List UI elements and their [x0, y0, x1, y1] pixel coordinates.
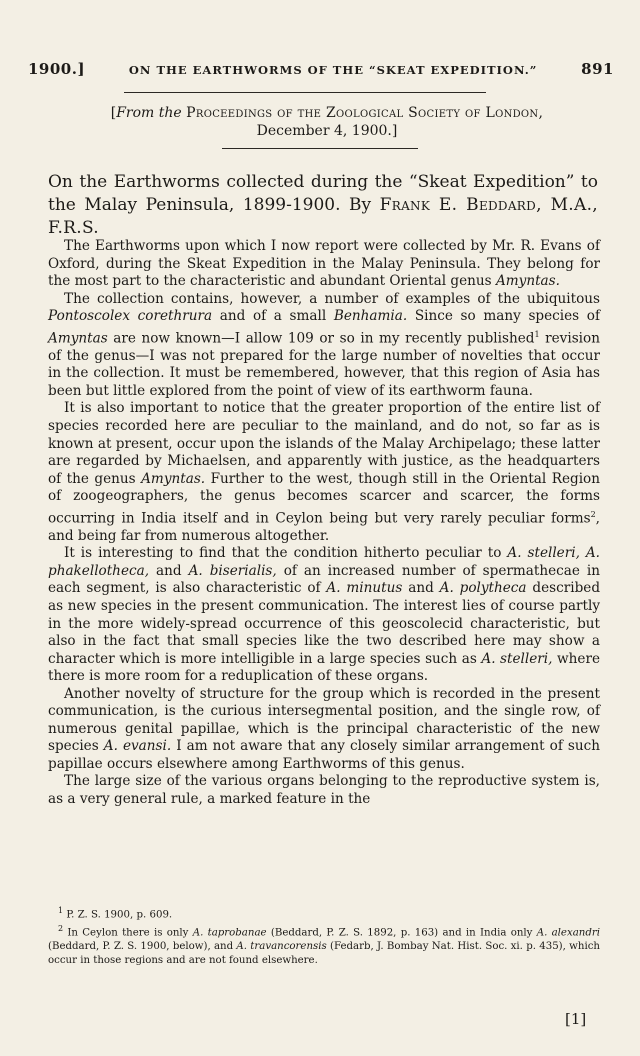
text-run: described as new species in the present communication. The interest lies of course partly in the more widely-spread occurrence of this geoscolecid characteristic, but also in the fact that small species like the two described here may show a character which is more intelligible in a large species such as	[48, 580, 601, 667]
text-run: It is also important to notice that the greater proportion of the entire list of species recorded here are peculiar to the mainland, and do not, so far as is known at present, occur upon the islands of the Malay Archipelago; these latter are regarded by Michaelsen, and apparently with justice, as the headquarters of the genus	[48, 400, 600, 487]
signature-mark: [1]	[565, 1010, 587, 1028]
footnote-mark: 2	[590, 509, 596, 519]
text-run: where there is more room for a reduplication of these organs.	[48, 650, 600, 685]
article-by: By	[349, 195, 372, 215]
text-run: and	[408, 580, 434, 597]
paragraph	[48, 773, 600, 808]
text-run: Another novelty of structure for the group which is recorded in the present communication, is the curious intersegmental position, and the single row, of numerous genital papillae, which is the principal characteristic of the new species	[48, 685, 600, 755]
text-run: of an increased number of spermathecae in each segment, is also characteristic of	[48, 562, 601, 597]
footnote-text: In Ceylon there is only	[67, 927, 189, 939]
source-from: From the	[116, 105, 182, 121]
running-head-title: ON THE EARTHWORMS OF THE “SKEAT EXPEDITION.”	[128, 63, 538, 77]
text-run: Further to the west, though still in the Oriental Region of zoogeographers, the genus becomes scarcer and scarcer, the forms occurring in India itself and in Ceylon being but very rarely peculiar forms	[48, 470, 600, 527]
source-note	[60, 104, 594, 140]
paragraph	[48, 400, 600, 545]
source-date: December 4, 1900.]	[256, 123, 398, 139]
footnote-text: (Beddard, P. Z. S. 1900, below), and	[48, 940, 234, 952]
footnote-2	[48, 922, 600, 967]
paragraph	[48, 545, 600, 685]
species-name: A. polytheca	[439, 580, 527, 597]
paragraph	[48, 238, 600, 291]
article-author: Frank E. Beddard, M.A., F.R.S.	[48, 195, 598, 238]
genus-name: Amyntas	[48, 330, 108, 347]
species-name: A. stelleri,	[481, 650, 553, 667]
species-name: A. biserialis,	[188, 562, 277, 579]
header-rule	[124, 92, 486, 93]
text-run: , and being far from numerous altogether.	[48, 510, 600, 544]
text-run: and	[156, 562, 182, 579]
text-run: The collection contains, however, a number of examples of the ubiquitous	[64, 290, 600, 307]
footnote-text: P. Z. S. 1900, p. 609.	[66, 909, 173, 921]
paragraph	[48, 291, 600, 401]
running-head	[28, 60, 614, 78]
footnote-mark: 1	[534, 329, 540, 339]
running-head-year: 1900.]	[28, 60, 86, 78]
article-body	[48, 238, 600, 809]
footnote-text: (Beddard, P. Z. S. 1892, p. 163) and in India only	[270, 927, 533, 939]
footnotes	[48, 904, 600, 967]
text-run: and of a small	[219, 308, 327, 325]
species-name: A. minutus	[326, 580, 403, 597]
footnote-mark: 2	[58, 923, 64, 933]
species-name: A. alexandri	[536, 927, 600, 939]
text-run: The large size of the various organs belonging to the reproductive system is, as a very general rule, a marked feature in the	[48, 773, 600, 808]
species-name: A. travancorensis	[236, 940, 327, 952]
source-bracket: [	[110, 105, 117, 121]
footnote-1	[48, 904, 600, 922]
text-run: It is interesting to find that the condition hitherto peculiar to	[64, 545, 502, 562]
genus-name: Amyntas.	[141, 470, 206, 487]
paragraph	[48, 686, 600, 774]
text-run: The Earthworms upon which I now report were collected by Mr. R. Evans of Oxford, during the Skeat Expedition in the Malay Peninsula. They belong for the most part to the characteristic and abundant Oriental genus	[48, 238, 600, 290]
footnote-text: (Fedarb, J. Bombay Nat. Hist. Soc. xi. p. 435), which occur in those regions and are not found elsewhere.	[48, 940, 600, 966]
text-run: I am not aware that any closely similar arrangement of such papillae occurs elsewhere among Earthworms of this genus.	[48, 738, 600, 772]
species-name: Pontoscolex corethrura	[48, 308, 213, 325]
page-number: 891	[581, 60, 614, 78]
species-name: A. taprobanae	[192, 927, 267, 939]
text-run: are now known—I allow 109 or so in my recently published	[113, 330, 535, 347]
species-name: A. evansi.	[103, 738, 172, 755]
article-title	[48, 171, 598, 240]
text-run: revision of the genus—I was not prepared for the large number of novelties that occur in the collection. It must be remembered, however, that this region of Asia has been but little explored from the point of view of its earthworm fauna.	[48, 330, 600, 399]
source-rule	[222, 148, 418, 149]
text-run: Since so many species of	[414, 308, 601, 325]
species-name: A. stelleri, A. phakellotheca,	[48, 545, 600, 579]
genus-name: Benhamia.	[333, 308, 408, 325]
genus-name: Amyntas.	[495, 273, 560, 290]
source-proceedings: Proceedings of the Zoological Society of London,	[186, 105, 544, 121]
footnote-mark: 1	[58, 906, 64, 915]
article-title-main: On the Earthworms collected during the “Skeat Expedition” to the Malay Peninsula, 1899-1900.	[48, 172, 598, 215]
